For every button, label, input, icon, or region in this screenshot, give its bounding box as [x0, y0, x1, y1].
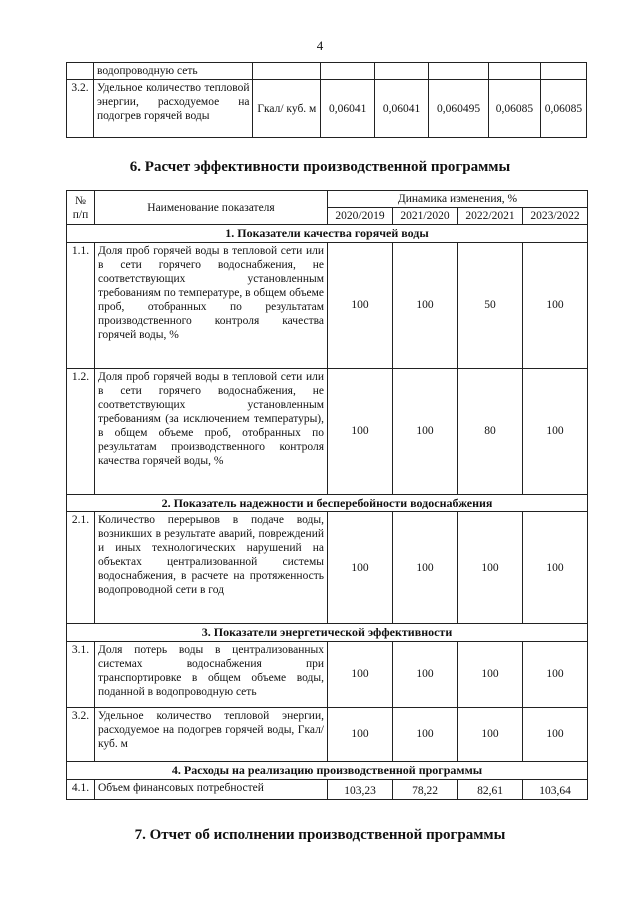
efficiency-table: [66, 190, 588, 800]
indicator-name: Объем финансовых потребностей: [95, 779, 328, 799]
row-number: 3.2.: [67, 707, 95, 761]
row-number: 3.2.: [67, 80, 94, 138]
value-cell: 0,060495: [429, 80, 489, 138]
value-cell: 103,23: [328, 779, 393, 799]
row-number: 1.1.: [67, 242, 95, 368]
value-cell: 103,64: [523, 779, 588, 799]
value-cell: 100: [328, 707, 393, 761]
header-indicator: Наименование показателя: [95, 191, 328, 225]
value-cell: 100: [328, 242, 393, 368]
value-cell: 100: [458, 512, 523, 624]
row-number: 4.1.: [67, 779, 95, 799]
value-cell: 0,06085: [489, 80, 541, 138]
section-header: 1. Показатели качества горячей воды: [67, 225, 588, 243]
value-cell: 100: [458, 641, 523, 707]
cont-text: водопроводную сеть: [93, 63, 253, 80]
indicator-name: Удельное количество тепловой энергии, расходуемое на подогрев горячей воды: [93, 80, 253, 138]
previous-table-continuation: [66, 62, 587, 138]
section-6-title: 6. Расчет эффективности производственной программы: [129, 159, 511, 175]
value-cell: 82,61: [458, 779, 523, 799]
value-cell: 100: [523, 707, 588, 761]
indicator-name: Доля проб горячей воды в тепловой сети или в сети горячего водоснабжения, не соответствующих установленным требованиям (за исключением температуры), в общем объеме проб, отобранных по результатам производственного контроля качества горячей воды, %: [95, 368, 328, 494]
row-number: 1.2.: [67, 368, 95, 494]
value-cell: 100: [393, 641, 458, 707]
value-cell: 100: [328, 368, 393, 494]
value-cell: 100: [393, 707, 458, 761]
value-cell: 100: [523, 242, 588, 368]
indicator-name: Доля потерь воды в централизованных системах водоснабжения при транспортировке в общем объеме воды, поданной в водопроводную сеть: [95, 641, 328, 707]
header-dynamics: Динамика изменения, %: [328, 191, 588, 208]
header-period: 2021/2020: [393, 208, 458, 225]
unit-cell: Гкал/ куб. м: [253, 80, 321, 138]
cont-num-cell: [67, 63, 94, 80]
page-number: 4: [316, 38, 324, 53]
header-period: 2020/2019: [328, 208, 393, 225]
section-7-title: 7. Отчет об исполнении производственной программы: [134, 827, 506, 843]
value-cell: 100: [458, 707, 523, 761]
value-cell: 0,06041: [375, 80, 429, 138]
value-cell: 78,22: [393, 779, 458, 799]
header-period: 2023/2022: [523, 208, 588, 225]
header-period: 2022/2021: [458, 208, 523, 225]
value-cell: 100: [393, 512, 458, 624]
value-cell: 0,06085: [540, 80, 586, 138]
section-header: 3. Показатели энергетической эффективности: [67, 624, 588, 642]
value-cell: 100: [328, 641, 393, 707]
value-cell: 100: [523, 368, 588, 494]
section-header: 2. Показатель надежности и бесперебойности водоснабжения: [67, 494, 588, 512]
value-cell: 100: [523, 512, 588, 624]
value-cell: 100: [523, 641, 588, 707]
indicator-name: Количество перерывов в подаче воды, возникших в результате аварий, повреждений и иных технологических нарушений на объектах централизованной системы водоснабжения, в расчете на протяженность водопроводной сети в год: [95, 512, 328, 624]
value-cell: 0,06041: [321, 80, 375, 138]
indicator-name: Удельное количество тепловой энергии, расходуемое на подогрев горячей воды, Гкал/куб. м: [95, 707, 328, 761]
value-cell: 100: [393, 368, 458, 494]
row-number: 3.1.: [67, 641, 95, 707]
value-cell: 100: [393, 242, 458, 368]
value-cell: 100: [328, 512, 393, 624]
indicator-name: Доля проб горячей воды в тепловой сети или в сети горячего водоснабжения, не соответствующих установленным требованиям по температуре, в общем объеме проб, отобранных по результатам производственного контроля качества горячей воды, %: [95, 242, 328, 368]
section-header: 4. Расходы на реализацию производственной программы: [67, 761, 588, 779]
value-cell: 50: [458, 242, 523, 368]
row-number: 2.1.: [67, 512, 95, 624]
header-num: № п/п: [67, 191, 95, 225]
value-cell: 80: [458, 368, 523, 494]
